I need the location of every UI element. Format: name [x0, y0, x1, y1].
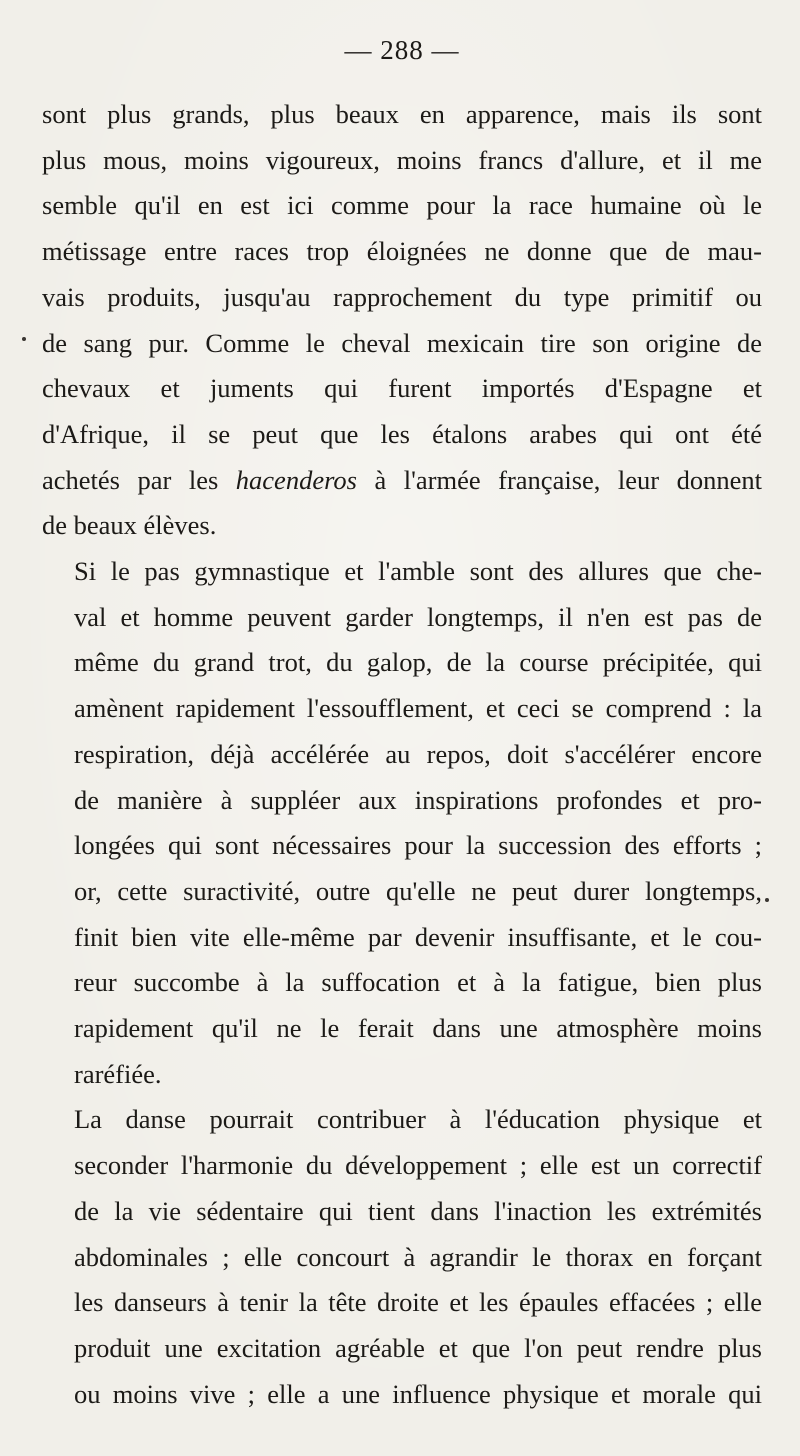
text-line: respiration, déjà accélérée au repos, doit s'accélérer encore — [74, 738, 762, 769]
text-line: de sang pur. Comme le cheval mexicain tire son origine de — [42, 327, 762, 358]
body-text — [42, 92, 762, 1417]
text-line: plus mous, moins vigoureux, moins francs d'allure, et il me — [42, 144, 762, 175]
text-line: or, cette suractivité, outre qu'elle ne peut durer longtemps, — [74, 875, 762, 906]
text-line: semble qu'il en est ici comme pour la race humaine où le — [42, 190, 762, 221]
margin-speck — [22, 337, 26, 341]
paragraph-1 — [42, 92, 762, 549]
margin-speck — [765, 898, 769, 902]
text-line: vais produits, jusqu'au rapprochement du type primitif ou — [42, 281, 762, 312]
text-line: reur succombe à la suffocation et à la fatigue, bien plus — [74, 967, 762, 998]
text-run: achetés par les — [42, 464, 236, 495]
text-line: abdominales ; elle concourt à agrandir le thorax en forçant — [74, 1241, 762, 1272]
text-line: finit bien vite elle-même par devenir insuffisante, et le cou- — [74, 921, 762, 952]
text-line: d'Afrique, il se peut que les étalons arabes qui ont été — [42, 418, 762, 449]
text-line: les danseurs à tenir la tête droite et les épaules effacées ; elle — [74, 1287, 762, 1318]
text-line: raréfiée. — [74, 1058, 162, 1089]
page-number: — 288 — — [344, 35, 460, 65]
text-line: de manière à suppléer aux inspirations profondes et pro- — [74, 784, 762, 815]
text-line: métissage entre races trop éloignées ne donne que de mau- — [42, 236, 762, 267]
text-line: La danse pourrait contribuer à l'éducation physique et — [74, 1104, 762, 1135]
text-line: rapidement qu'il ne le ferait dans une atmosphère moins — [74, 1013, 762, 1044]
text-line — [42, 458, 762, 504]
italic-term: hacenderos — [235, 464, 357, 495]
text-line: de la vie sédentaire qui tient dans l'inaction les extrémités — [74, 1195, 762, 1226]
paragraph-2 — [42, 549, 762, 1097]
text-line: produit une excitation agréable et que l'on peut rendre plus — [74, 1332, 762, 1363]
text-line: val et homme peuvent garder longtemps, il n'en est pas de — [74, 601, 762, 632]
text-line: de beaux élèves. — [42, 510, 217, 541]
text-line: ou moins vive ; elle a une influence physique et morale qui — [74, 1378, 762, 1409]
text-line: sont plus grands, plus beaux en apparence, mais ils sont — [42, 99, 762, 129]
text-line: amènent rapidement l'essoufflement, et ceci se comprend : la — [74, 693, 762, 724]
text-line: longées qui sont nécessaires pour la succession des efforts ; — [74, 830, 762, 861]
text-line: même du grand trot, du galop, de la course précipitée, qui — [74, 647, 762, 678]
paragraph-3 — [42, 1097, 762, 1417]
text-line: seconder l'harmonie du développement ; elle est un correctif — [74, 1150, 762, 1181]
text-line: chevaux et juments qui furent importés d'Espagne et — [42, 373, 762, 404]
text-run: à l'armée française, leur donnent — [356, 464, 762, 495]
text-line: Si le pas gymnastique et l'amble sont des allures que che- — [74, 556, 762, 587]
